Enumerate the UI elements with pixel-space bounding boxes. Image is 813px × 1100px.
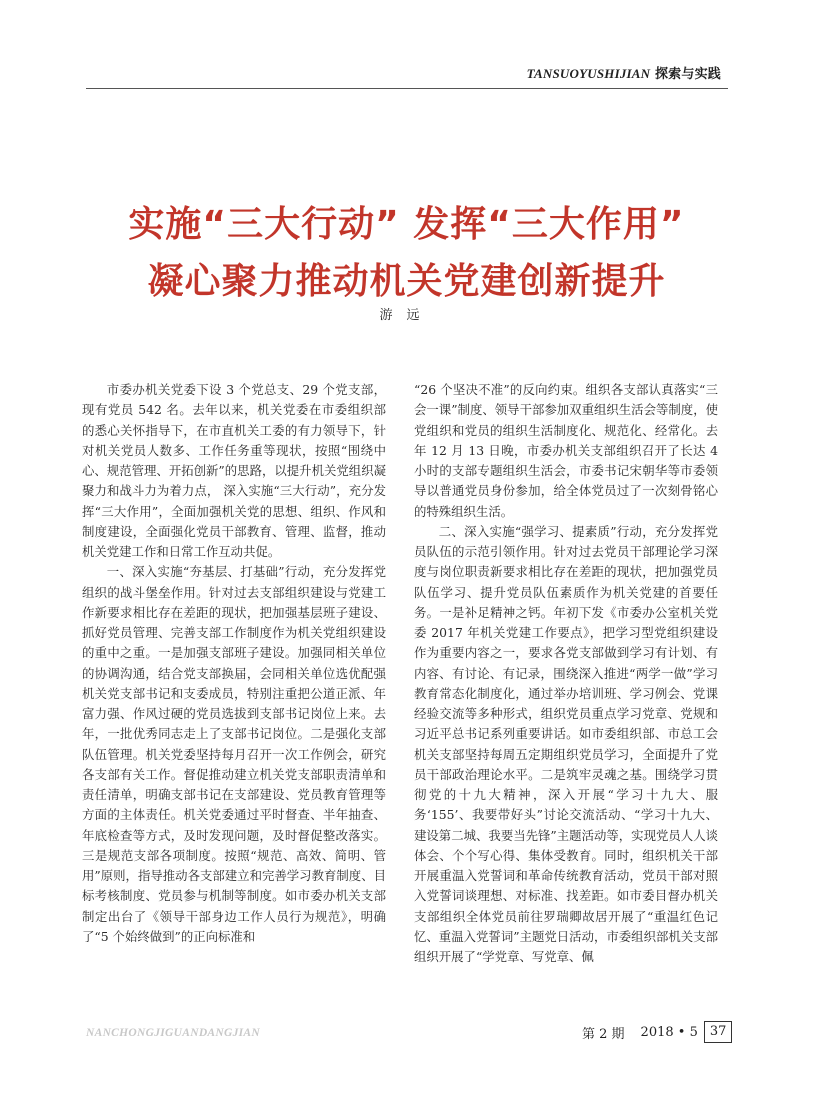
header-rule	[86, 88, 728, 89]
paragraph: 市委办机关党委下设 3 个党总支、29 个党支部，现有党员 542 名。去年以来，机关党委在市委组织部的悉心关怀指导下，在市直机关工委的有力领导下，针对机关党员人数多、工作任务重等现状，按照“围绕中心、规范管理、开拓创新”的思路，以提升机关党组织凝聚力和战斗力为着力点， 深入实施“三大行动”，充分发挥“三大作用”，全面加强机关党的思想、组织、作风和制度建设，全面强化党员干部教育、管理、监督，推动机关党建工作和日常工作互动共促。	[82, 382, 386, 559]
paragraph: 二、深入实施“强学习、提素质”行动，充分发挥党员队伍的示范引领作用。针对过去党员干部理论学习深度与岗位职责新要求相比存在差距的现状，把加强党员队伍学习、提升党员队伍素质作为机关党建的首要任务。一是补足精神之钙。年初下发《市委办公室机关党委 2017 年机关党建工作要点》，把学习型党组织建设作为重要内容之一，要求各党支部做到学习有计划、有内容、有讨论、有记录，围绕深入推进“两学一做”学习教育常态化制度化，通过举办培训班、学习例会、党课经验交流等多种形式，组织党员重点学习党章、党规和习近平总书记系列重要讲话。如市委组织部、市总工会机关支部坚持每周五定期组织党员学习，全面提升了党员干部政治理论水平。二是筑牢灵魂之基。围绕学习贯彻党的十九大精神，深入开展“学习十九大、服务‘155’、我要带好头”讨论交流活动、“学习十九大、建设第二城、我要当先锋”主题活动等，实现党员人人谈体会、个个写心得、集体受教育。同时，组织机关干部开展重温入党誓词和革命传统教育活动，党员干部对照入党誓词谈理想、对标准、找差距。如市委目督办机关支部组织全体党员前往罗瑞卿故居开展了“重温红色记忆、重温入党誓词”主题党日活动，市委组织部机关支部组织开展了“学党章、写党章、佩	[414, 523, 718, 964]
header-section: 探索与实践	[654, 67, 721, 82]
footer-issue-info	[582, 1021, 732, 1043]
footer-journal-pinyin: NANCHONGJIGUANDANGJIAN	[86, 1027, 261, 1039]
article-title-line2: 凝心聚力推动机关党建创新提升	[147, 261, 666, 302]
footer-issue: 第 2 期	[582, 1026, 625, 1042]
article-title-line1: 实施“三大行动” 发挥“三大作用”	[128, 204, 685, 245]
article-author: 游远	[379, 308, 434, 323]
body-column-left	[82, 380, 386, 947]
header-pinyin: TANSUOYUSHIJIAN	[526, 66, 651, 81]
footer-date: 2018 • 5	[640, 1024, 698, 1040]
paragraph: “26 个坚决不准”的反向约束。组织各支部认真落实“三会一课”制度、领导干部参加双重组织生活会等制度，使党组织和党员的组织生活制度化、规范化、经常化。去年 12 月 13 日晚，市委办机关支部组织召开了长达 4 小时的支部专题组织生活会，市委书记宋朝华等市委领导以普通党员身份参加，给全体党员过了一次刻骨铭心的特殊组织生活。	[414, 382, 718, 519]
body-column-right	[414, 380, 718, 967]
running-header	[527, 63, 721, 82]
paragraph: 一、深入实施“夯基层、打基础”行动，充分发挥党组织的战斗堡垒作用。针对过去支部组织建设与党建工作新要求相比存在差距的现状，把加强基层班子建设、抓好党员管理、完善支部工作制度作为机关党组织建设的重中之重。一是加强支部班子建设。加强同相关单位的协调沟通，结合党支部换届，会同相关单位选优配强机关党支部书记和支委成员，特别注重把公道正派、年富力强、作风过硬的党员选拔到支部书记岗位上来。去年，一批优秀同志走上了支部书记岗位。二是强化支部队伍管理。机关党委坚持每月召开一次工作例会，研究各支部有关工作。督促推动建立机关党支部职责清单和责任清单，明确支部书记在支部建设、党员教育管理等方面的主体责任。机关党委通过平时督查、半年抽查、年底检查等方式，及时发现问题，及时督促整改落实。三是规范支部各项制度。按照“规范、高效、简明、管用”原则，指导推动各支部建立和完善学习教育制度、目标考核制度、党员参与机制等制度。如市委办机关支部制定出台了《领导干部身边工作人员行为规范》，明确了“5 个始终做到”的正向标准和	[82, 564, 386, 944]
page-number: 37	[704, 1021, 733, 1043]
